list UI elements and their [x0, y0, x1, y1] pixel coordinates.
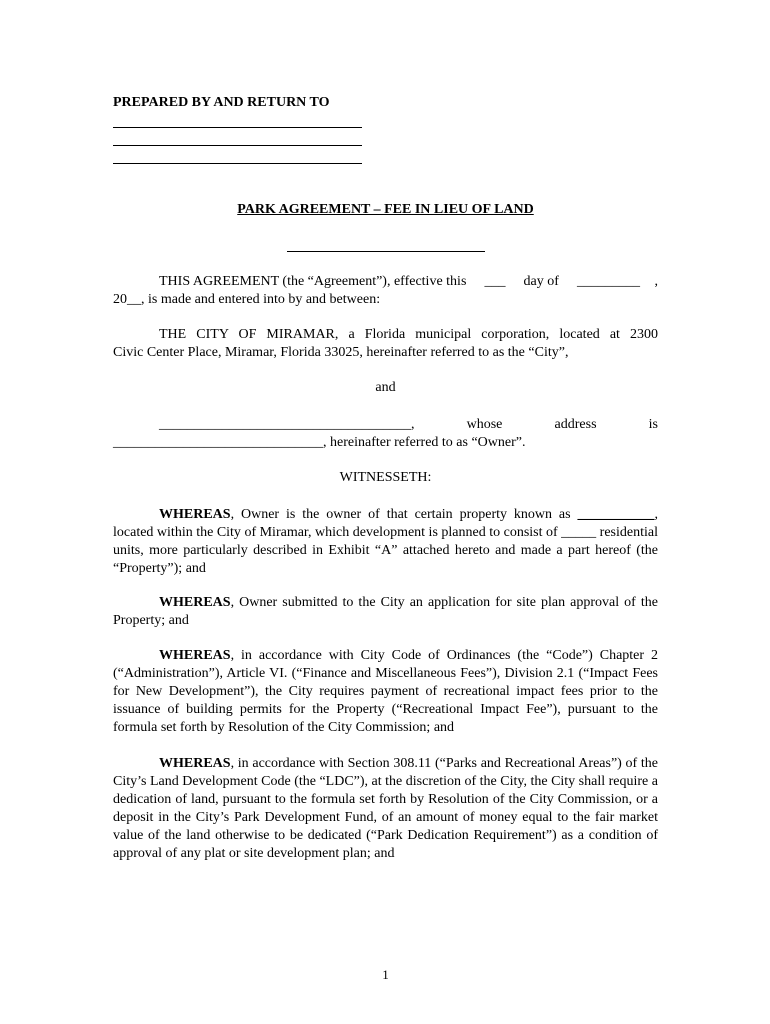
intro-month-blank: _________: [576, 274, 640, 289]
page-number: 1: [382, 967, 389, 982]
intro-line1-pre: THIS AGREEMENT (the “Agreement”), effective this: [159, 274, 470, 289]
city-line-1: THE CITY OF MIRAMAR, a Florida municipal corporation, located at 2300: [159, 327, 658, 342]
owner-name-blank: ____________________________________,: [159, 417, 415, 432]
whereas-1-blank: ___________: [577, 507, 655, 522]
whereas-4-text: , in accordance with Section 308.11 (“Parks and Recreational Areas”) of the City’s Land Development Code (the “LDC”), at the discretion of the City, the City shall require a dedication of land, pursuant to the formula set forth by Resolution of the City Commission, or a deposit in the City’s Park Development Fund, of an amount of money equal to the fair market value of the land otherwise to be dedicated (“Park Dedication Requirement”) as a condition of approval of any plat or site development plan; and: [113, 756, 658, 861]
whereas-3-text: , in accordance with City Code of Ordinances (the “Code”) Chapter 2 (“Administration”), Article VI. (“Finance and Miscellaneous Fees”), Division 2.1 (“Impact Fees for New Development”), the City requires payment of recreational impact fees prior to the issuance of building permits for the Property (“Recreational Impact Fee”), pursuant to the formula set forth by Resolution of the City Commission; and: [113, 648, 658, 735]
owner-whose: whose: [466, 417, 503, 432]
whereas-1-pre: , Owner is the owner of that certain property known as: [230, 507, 578, 522]
owner-line2-rest: , hereinafter referred to as “Owner”.: [323, 435, 526, 450]
intro-paragraph: [113, 273, 658, 309]
return-address-line-3: [113, 163, 362, 164]
intro-day-blank: ___: [484, 274, 506, 289]
prepared-by-heading: PREPARED BY AND RETURN TO: [113, 95, 330, 110]
whereas-1-post: , located within the City of Miramar, which development is planned to consist of _____ residential units, more particularly described in Exhibit “A” attached hereto and made a part hereof (the “Property”); and: [113, 507, 658, 576]
owner-line-2: [113, 434, 658, 452]
whereas-label-3: WHEREAS: [159, 648, 231, 663]
document-title: PARK AGREEMENT – FEE IN LIEU OF LAND: [237, 202, 534, 217]
owner-address-word: address: [554, 417, 597, 432]
owner-address-blank: ______________________________: [113, 435, 323, 450]
city-line-2: Civic Center Place, Miramar, Florida 33025, hereinafter referred to as the “City”,: [113, 345, 569, 360]
whereas-2-text: , Owner submitted to the City an application for site plan approval of the Property; and: [113, 595, 658, 628]
whereas-label-4: WHEREAS: [159, 756, 231, 771]
owner-paragraph: [113, 416, 658, 452]
whereas-paragraph-1: [113, 506, 658, 578]
return-address-line-1: [113, 127, 362, 128]
whereas-paragraph-3: [113, 647, 658, 737]
and-word: and: [375, 380, 396, 395]
title-separator-line: [287, 251, 485, 252]
intro-line1-mid: day of: [520, 274, 563, 289]
whereas-paragraph-4: [113, 755, 658, 863]
city-paragraph: [113, 326, 658, 362]
intro-line-2: 20__, is made and entered into by and between:: [113, 292, 381, 307]
owner-is: is: [648, 417, 658, 432]
owner-line-1: [113, 416, 658, 434]
return-address-line-2: [113, 145, 362, 146]
intro-line1-end: ,: [654, 274, 658, 289]
intro-line-1: [113, 273, 658, 291]
whereas-paragraph-2: [113, 594, 658, 630]
whereas-label-1: WHEREAS: [159, 507, 231, 522]
witnesseth-heading: WITNESSETH:: [339, 470, 432, 485]
whereas-label-2: WHEREAS: [159, 595, 231, 610]
